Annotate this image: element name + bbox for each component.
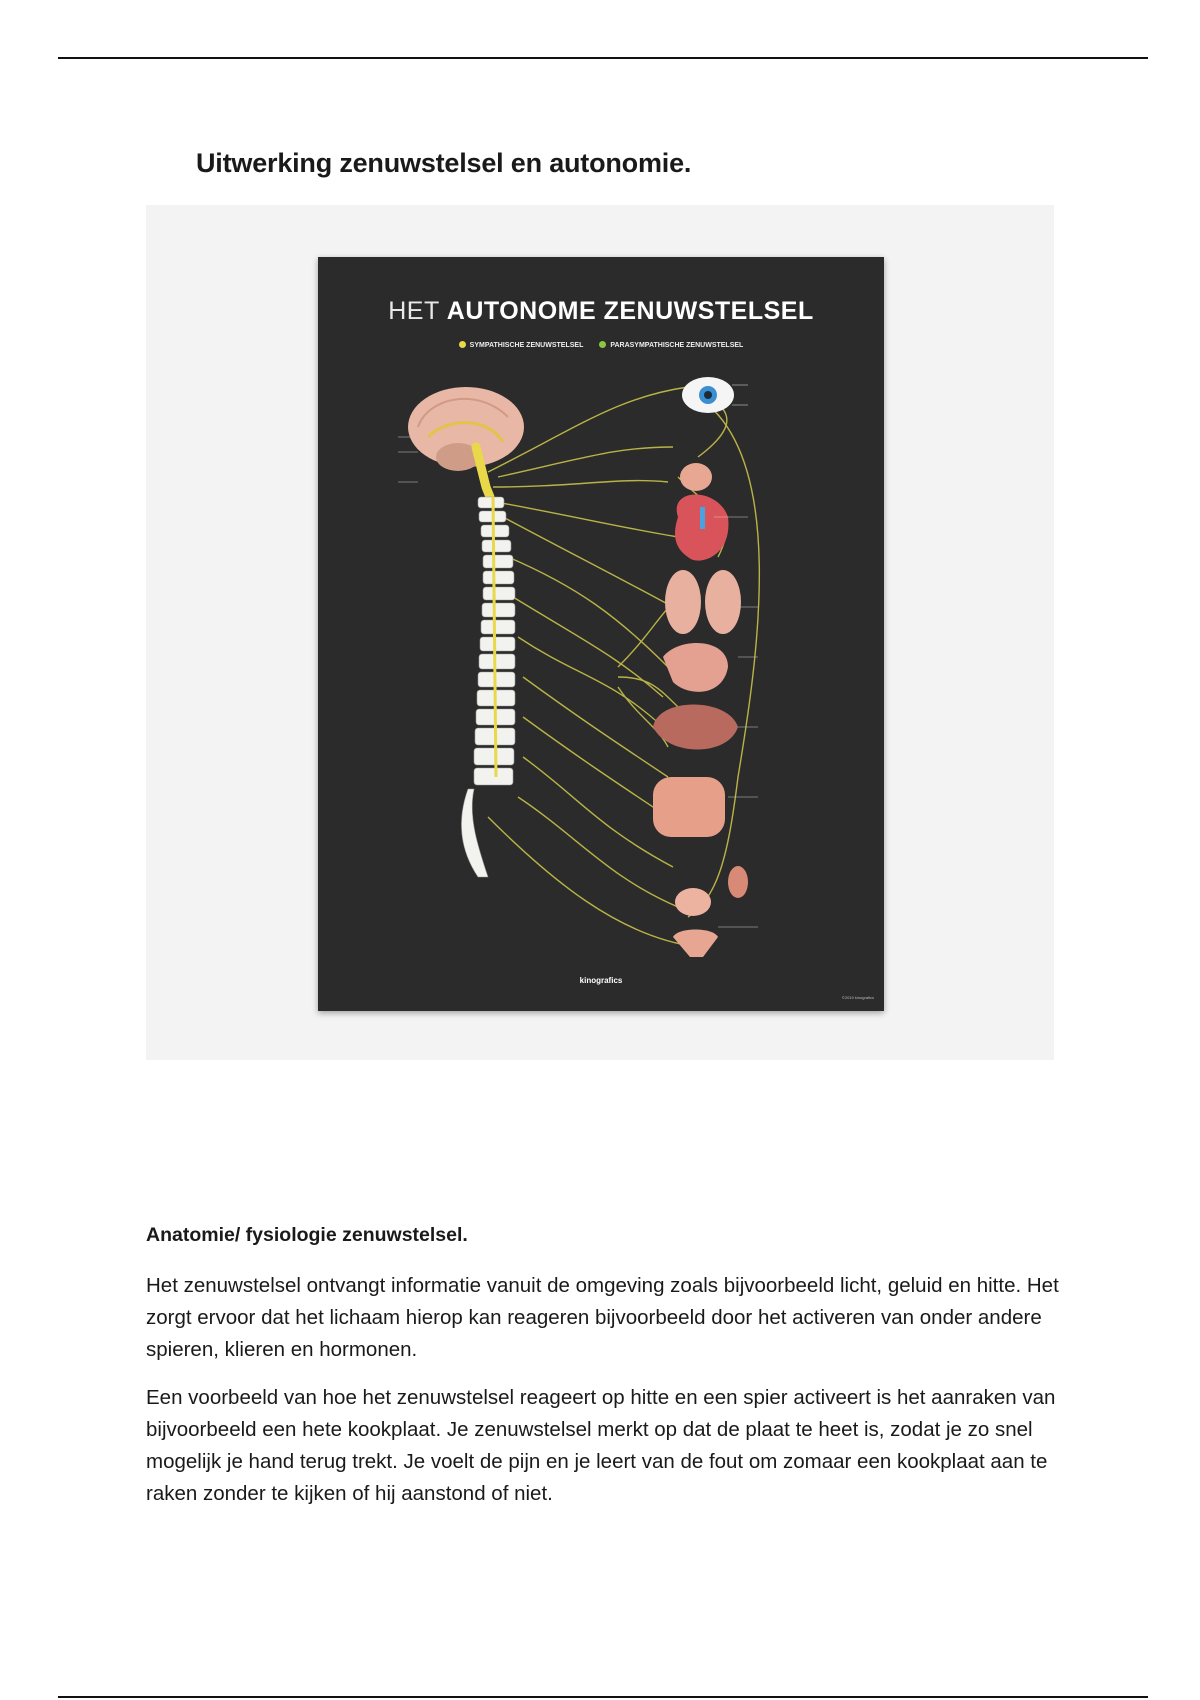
organs-illustration [653, 463, 748, 957]
poster-title-bold: AUTONOME ZENUWSTELSEL [446, 297, 814, 325]
poster-brand: kinografics [579, 976, 623, 985]
legend-item-sympathetic [459, 341, 584, 349]
document-title: Uitwerking zenuwstelsel en autonomie. [196, 148, 692, 178]
legend-dot-parasympathetic [599, 341, 606, 348]
brain-illustration [408, 387, 524, 497]
poster-title-light: HET [388, 297, 440, 325]
paragraph: Het zenuwstelsel ontvangt informatie vanuit de omgeving zoals bijvoorbeeld licht, geluid en hitte. Het zorgt ervoor dat het lichaam hierop kan reageren bijvoorbeeld door het activeren van onder andere spieren, klieren en hormonen. [146, 1274, 1059, 1361]
poster-illustration [318, 257, 884, 1011]
eye-illustration [682, 377, 734, 413]
nervous-system-poster [318, 257, 884, 1011]
section-heading: Anatomie/ fysiologie zenuwstelsel. [146, 1224, 468, 1246]
footer-rule [58, 1696, 1148, 1698]
paragraph: Een voorbeeld van hoe het zenuwstelsel reageert op hitte en een spier activeert is het aanraken van bijvoorbeeld een hete kookplaat. Je zenuwstelsel merkt op dat de plaat te heet is, zodat je zo snel mogelijk je hand terug trekt. Je voelt de pijn en je leert van de fout om zomaar een kookplaat aan te raken zonder te kijken of hij aanstond of niet. [146, 1386, 1056, 1505]
legend-label: PARASYMPATHISCHE ZENUWSTELSEL [610, 342, 744, 349]
legend-label: SYMPATHISCHE ZENUWSTELSEL [469, 342, 584, 349]
legend-dot-sympathetic [459, 341, 466, 348]
legend-item-parasympathetic [599, 341, 743, 349]
poster-title [318, 297, 884, 326]
header-rule [58, 57, 1148, 59]
poster-copyright: ©2019 kinografics [841, 995, 874, 1000]
spine-illustration [461, 497, 515, 877]
poster-legend [318, 341, 884, 349]
